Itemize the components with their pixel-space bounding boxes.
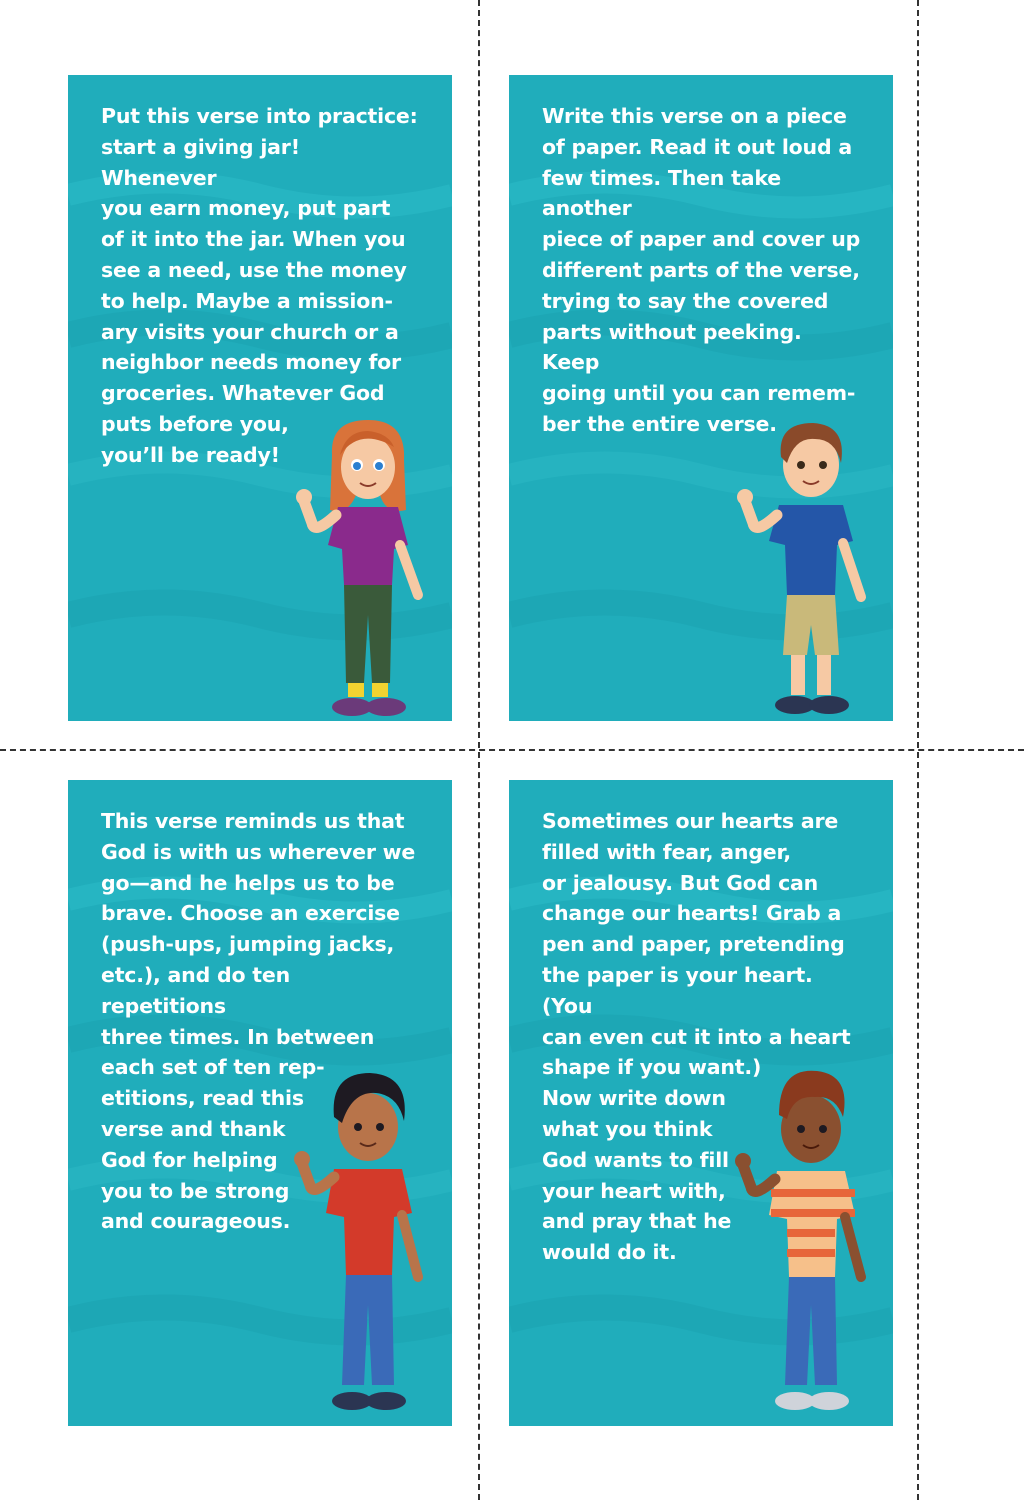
- activity-card-4: [509, 780, 893, 1426]
- card-4-text: Sometimes our hearts are filled with fear, anger, or jealousy. But God can change our hearts! Grab a pen and paper, pretending the paper is your heart. (You can even cut it into a heart shape if you want.) Now write down what you think God wants to fill your heart with, and pray that he would do it.: [542, 809, 851, 1265]
- card-3-text: This verse reminds us that God is with us wherever we go—and he helps us to be brave. Choose an exercise (push-ups, jumping jacks, etc.), and do ten repetitions three times. In between each set of ten rep- etitions, read this verse and thank God for helping you to be strong and courageous.: [101, 809, 416, 1234]
- boy-character-illustration: [731, 1065, 881, 1420]
- activity-card-1: [68, 75, 452, 721]
- cut-line-horizontal-center: [0, 749, 1024, 751]
- boy-character-illustration: [290, 1065, 440, 1420]
- card-2-text: Write this verse on a piece of paper. Read it out loud a few times. Then take another piece of paper and cover up different parts of the verse, trying to say the covered parts without peeking. Keep going until you can remem- ber the entire verse.: [542, 104, 861, 436]
- activity-card-2: [509, 75, 893, 721]
- girl-character-illustration: [290, 415, 440, 720]
- card-1-text: Put this verse into practice: start a giving jar! Whenever you earn money, put part of it into the jar. When you see a need, use the money to help. Maybe a mission- ary visits your church or a neighbor needs money for groceries. Whatever God puts before you, you’ll be ready!: [101, 104, 418, 467]
- boy-character-illustration: [731, 415, 881, 720]
- activity-card-3: [68, 780, 452, 1426]
